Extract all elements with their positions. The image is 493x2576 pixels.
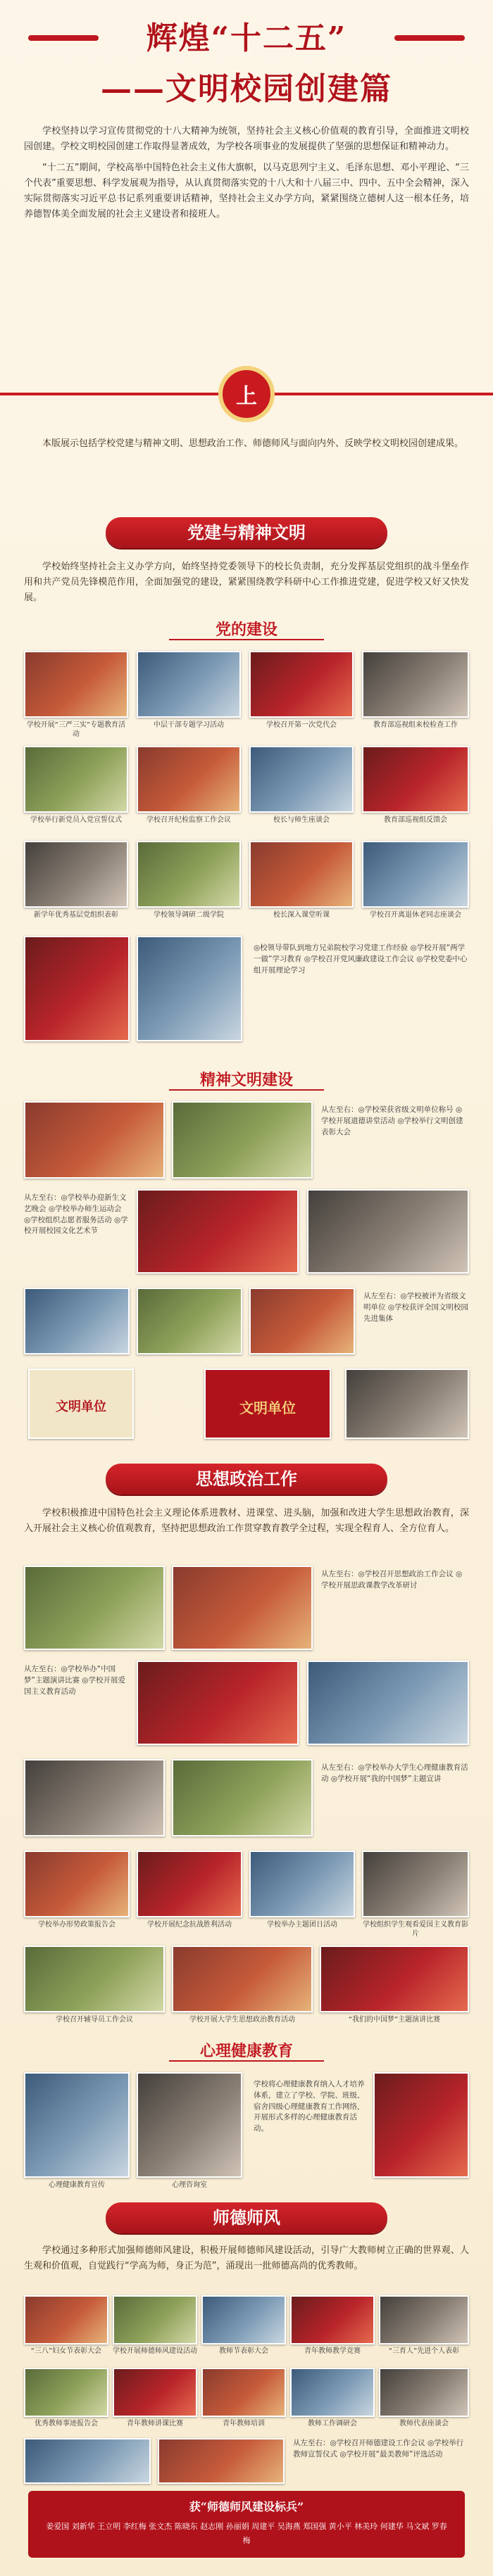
photo-caption: 青年教师培训 [223, 2420, 265, 2428]
photo [172, 1759, 313, 1836]
photo [249, 841, 354, 908]
photo [373, 2072, 469, 2178]
section-paragraph-ethics: 学校通过多种形式加强师德师风建设，积极开展师德师风建设活动，引导广大教师树立正确的世界观、人生观和价值观，自觉践行“学高为师，身正为范”，涌现出一批师德高尚的优秀教师。 [24, 2245, 469, 2272]
ribbon-left [28, 35, 99, 41]
section-banner-ethics: 师德师风 [106, 2202, 387, 2233]
photo-caption: 学校开展师德师风建设活动 [113, 2347, 197, 2355]
section-banner-party: 党建与精神文明 [106, 517, 387, 548]
photo-caption: 校长深入课堂听课 [273, 911, 330, 919]
page-subtitle: ——文明校园创建篇 [101, 71, 392, 107]
photo [172, 1566, 313, 1650]
photo [24, 1101, 165, 1179]
photo [362, 651, 469, 718]
photo-caption: 学校组织学生观看爱国主义教育影片 [363, 1921, 468, 1938]
photo [379, 2295, 469, 2345]
photo-caption: 学校开展“三严三实”专题教育活动 [26, 721, 126, 738]
photo [137, 936, 242, 1041]
photo-caption: 教师代表座谈会 [399, 2420, 449, 2428]
photo-caption: 优秀教师事迹报告会 [35, 2420, 98, 2428]
intro-paragraph-1: 学校坚持以学习宣传贯彻党的十八大精神为统领，坚持社会主义核心价值观的教育引导，全面推进文明校园创建。学校文明校园创建工作取得显著成效，为学校各项事业的发展提供了坚强的思想保证和精神动力。 [24, 126, 469, 153]
photo [362, 841, 469, 908]
photo-caption: “三育人”先进个人表彰 [388, 2347, 460, 2355]
photo-caption: 学校举行新党员入党宣誓仪式 [30, 816, 122, 824]
photo [172, 1946, 313, 2012]
photo [137, 1288, 242, 1354]
photo [307, 1189, 469, 1274]
photo [249, 651, 354, 718]
photo [249, 1851, 355, 1917]
section-banner-ideology: 思想政治工作 [106, 1464, 387, 1495]
photo-caption: 教师工作调研会 [308, 2420, 357, 2428]
photo [24, 651, 128, 718]
section-paragraph-ideology: 学校积极推进中国特色社会主义理论体系进教材、进课堂、进头脑，加强和改进大学生思想政治教育，深入开展社会主义核心价值观教育，坚持把思想政治工作贯穿教育教学全过程，实现全程育人、全方位育人。 [24, 1508, 469, 1535]
caption-block: 学校将心理健康教育纳入人才培养体系，建立了学校、学院、班级、宿舍四级心理健康教育工作网络，开展形式多样的心理健康教育活动。 [254, 2080, 365, 2133]
photo-caption: 学校召开辅导员工作会议 [56, 2016, 133, 2024]
photo [24, 1566, 165, 1650]
intro [0, 120, 493, 223]
photo-caption: 学校举办形势政策报告会 [38, 1921, 116, 1929]
photo-caption: 心理咨询室 [172, 2181, 207, 2189]
photo [290, 2295, 375, 2345]
photo [24, 1288, 130, 1354]
photo-caption: 中层干部专题学习活动 [154, 721, 224, 729]
photo [24, 746, 128, 813]
photo-caption: 教师节表彰大会 [219, 2347, 268, 2355]
photo-caption: 新学年优秀基层党组织表彰 [34, 911, 118, 919]
photo-caption: 校长与师生座谈会 [273, 816, 330, 824]
photo [137, 746, 241, 813]
photo [345, 1369, 469, 1439]
honor-roll-names: 姜爱国 刘新华 王立明 李红梅 张文杰 陈晓东 赵志刚 孙丽娟 周建平 吴海燕 郑国强 黄小平 林美玲 何建华 马文斌 罗春梅 [46, 2522, 447, 2545]
award-plaque [28, 1369, 134, 1439]
photo [137, 1189, 299, 1274]
photo [379, 2368, 469, 2417]
photo [113, 2368, 197, 2417]
caption-block: 从左至右：◎学校举办大学生心理健康教育活动 ◎学校开展“我的中国梦”主题宣讲 [321, 1763, 468, 1783]
photo [172, 1101, 313, 1179]
photo [290, 2368, 375, 2417]
section-badge: 上 [218, 366, 275, 422]
caption-block: 从左至右：◎学校召开师德建设工作会议 ◎学校举行教师宣誓仪式 ◎学校开展“最美教师”评选活动 [293, 2439, 464, 2458]
photo [24, 1759, 165, 1836]
photo-caption: “三八”妇女节表彰大会 [30, 2347, 102, 2355]
photo [24, 2368, 108, 2417]
photo [137, 841, 241, 908]
photo-caption: “我们的中国梦”主题演讲比赛 [348, 2016, 441, 2024]
caption-block: 从左至右：◎学校举办“中国梦”主题演讲比赛 ◎学校开展爱国主义教育活动 [24, 1665, 125, 1696]
subsection-title-civilization: 精神文明建设 [169, 1070, 324, 1091]
photo [24, 1946, 165, 2012]
photo [24, 841, 128, 908]
photo [24, 2295, 108, 2345]
photo-caption: 青年教师教学竞赛 [304, 2347, 361, 2355]
photo [249, 746, 354, 813]
photo [362, 746, 469, 813]
photo [137, 2072, 242, 2178]
photo [24, 936, 130, 1041]
photo [201, 2368, 286, 2417]
photo [137, 651, 241, 718]
photo [137, 1661, 299, 1745]
photo-caption: 学校召开离退休老同志座谈会 [370, 911, 461, 919]
honor-roll-title: 获“师德师风建设标兵” [189, 2500, 304, 2513]
page-title: 辉煌“十二五” [146, 20, 347, 56]
caption-block: 从左至右：◎学校举办迎新生文艺晚会 ◎学校举办师生运动会 ◎学校组织志愿者服务活动 ◎学校开展校园文化艺术节 [24, 1193, 128, 1236]
photo [320, 1946, 469, 2012]
honor-roll [28, 2491, 465, 2558]
caption-block: ◎校领导带队到地方兄弟院校学习党建工作经验 ◎学校开展“两学一做”学习教育 ◎学校召开党风廉政建设工作会议 ◎学校党委中心组开展理论学习 [254, 944, 468, 975]
ribbon-right [394, 35, 465, 41]
intro-paragraph-2: “十二五”期间，学校高举中国特色社会主义伟大旗帜，以马克思列宁主义、毛泽东思想、邓小平理论、“三个代表”重要思想、科学发展观为指导，从认真贯彻落实党的十八大和十八届三中、四中、五中全会精神，深入实际贯彻落实习近平总书记系列重要讲话精神，坚持社会主义办学方向，紧紧围绕立德树人这一根本任务，培养德智体美全面发展的社会主义建设者和接班人。 [24, 163, 469, 220]
caption-block: 从左至右：◎学校荣获省级文明单位称号 ◎学校开展道德讲堂活动 ◎学校举行文明创建表彰大会 [321, 1105, 463, 1136]
photo [24, 2438, 151, 2484]
photo-caption: 学校开展纪念抗战胜利活动 [147, 1921, 232, 1929]
intro-note: 本版展示包括学校党建与精神文明、思想政治工作、师德师风与面向内外、反映学校文明校园创建成果。 [42, 438, 464, 449]
award-plaque [204, 1369, 331, 1439]
photo-caption: 教育部巡视组来校检查工作 [373, 721, 458, 729]
photo [307, 1661, 469, 1745]
photo [24, 2072, 130, 2178]
subsection-title-party-building: 党的建设 [169, 619, 324, 640]
photo [113, 2295, 197, 2345]
caption-block: 从左至右：◎学校被评为省级文明单位 ◎学校获评全国文明校园先进集体 [363, 1292, 468, 1323]
photo-caption: 青年教师讲课比赛 [127, 2420, 183, 2428]
photo-caption: 学校召开纪检监察工作会议 [146, 816, 231, 824]
plaque-text: 文明单位 [56, 1400, 106, 1414]
photo-caption: 心理健康教育宣传 [49, 2181, 105, 2189]
photo [137, 1851, 242, 1917]
photo [362, 1851, 469, 1917]
photo [249, 1288, 355, 1354]
photo [158, 2438, 285, 2484]
photo-caption: 教育部巡视组反馈会 [384, 816, 447, 824]
photo-caption: 学校领导调研二级学院 [154, 911, 224, 919]
section-paragraph-party: 学校始终坚持社会主义办学方向，始终坚持党委领导下的校长负责制，充分发挥基层党组织的战斗堡垒作用和共产党员先锋模范作用，全面加强党的建设，紧紧围绕教学科研中心工作推进党建，促进学校又好又快发展。 [24, 561, 469, 604]
photo-caption: 学校举办主题团日活动 [267, 1921, 337, 1929]
photo [24, 1851, 130, 1917]
subsection-title-mental-health: 心理健康教育 [169, 2041, 324, 2062]
photo-caption: 学校召开第一次党代会 [266, 721, 337, 729]
photo-caption: 学校开展大学生思想政治教育活动 [189, 2016, 295, 2024]
plaque-text: 文明单位 [239, 1400, 296, 1416]
photo [201, 2295, 286, 2345]
caption-block: 从左至右：◎学校召开思想政治工作会议 ◎学校开展思政课教学改革研讨 [321, 1570, 463, 1590]
page-header [0, 0, 493, 120]
